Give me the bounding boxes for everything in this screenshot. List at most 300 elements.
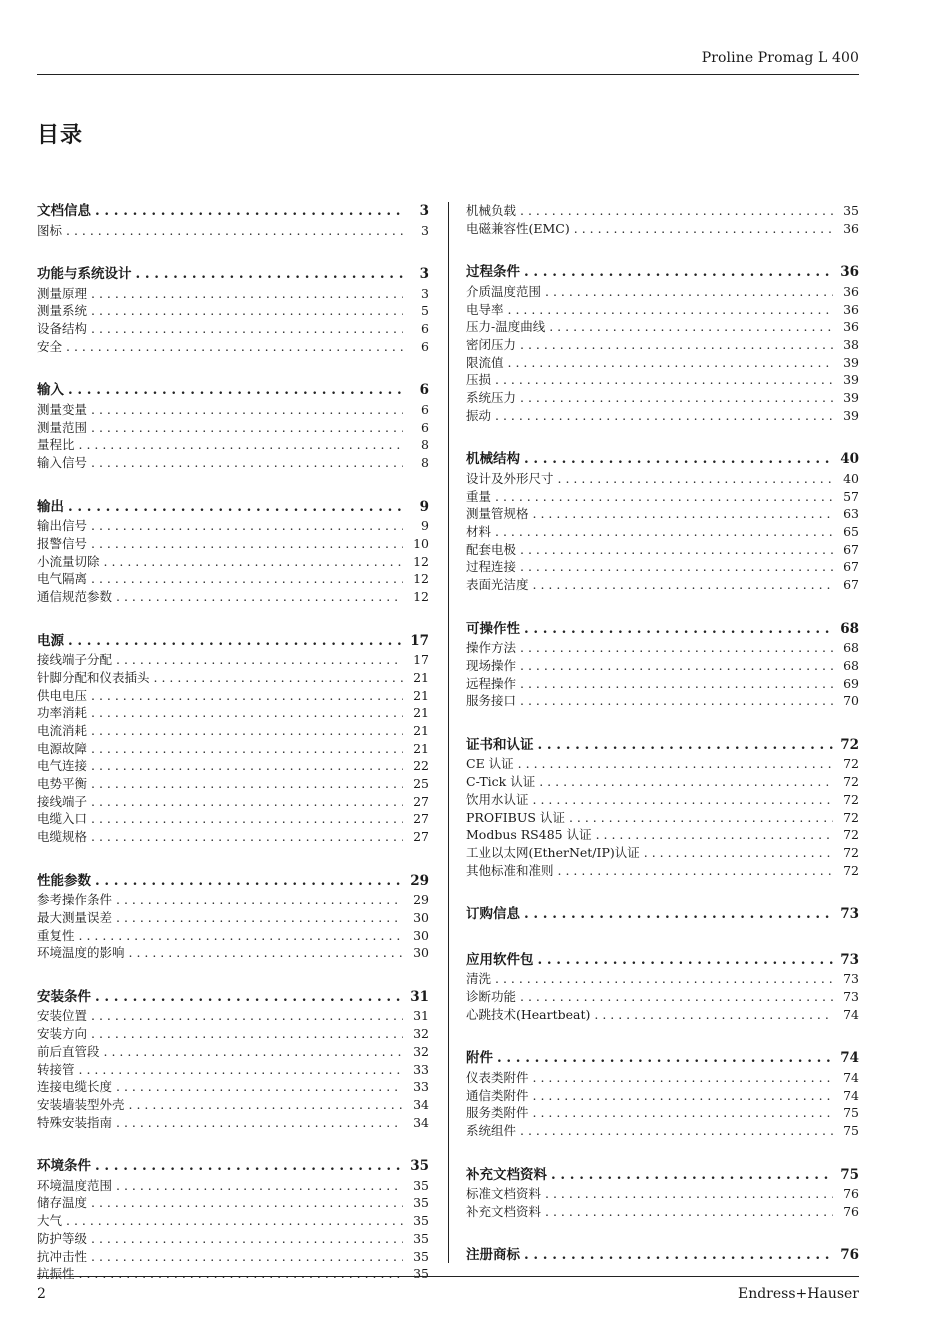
toc-page-number: 40 [843,470,859,486]
dot-leader [520,692,833,710]
toc-entry[interactable] [466,639,859,657]
toc-entry[interactable] [466,657,859,675]
toc-entry[interactable] [37,1177,429,1195]
dot-leader [91,320,403,338]
toc-entry[interactable] [466,318,859,336]
toc-entry-title: 安装方向 [37,1026,88,1042]
toc-entry[interactable] [37,944,429,962]
toc-section [37,872,429,962]
dot-leader [569,809,833,827]
toc-entry-title: 过程条件 [466,264,520,281]
toc-entry[interactable] [466,470,859,488]
toc-entry-title: 量程比 [37,437,75,453]
toc-section-heading[interactable] [37,498,429,518]
dot-leader [533,1069,833,1087]
toc-entry-title: 安全 [37,338,63,354]
toc-page-number: 22 [413,758,429,774]
toc-entry-title: 输出 [37,498,64,515]
toc-entry[interactable] [37,1212,429,1230]
toc-entry[interactable] [37,517,429,535]
toc-entry[interactable] [37,588,429,606]
toc-page-number: 68 [843,640,859,656]
toc-entry[interactable] [37,891,429,909]
toc-page-number: 74 [843,1006,859,1022]
toc-entry[interactable] [37,1043,429,1061]
toc-entry[interactable] [466,988,859,1006]
toc-entry-title: 诊断功能 [466,988,517,1004]
toc-page-number: 35 [413,1177,429,1193]
dot-leader [95,202,403,222]
toc-entry-title: 图标 [37,222,63,238]
toc-entry-title: 机械负载 [466,203,517,218]
toc-section [466,263,859,424]
toc-entry[interactable] [466,336,859,354]
dot-leader [545,1185,833,1203]
toc-entry[interactable] [37,570,429,588]
toc-page-number: 36 [840,264,859,281]
toc-entry[interactable] [466,505,859,523]
dot-leader [574,220,833,238]
toc-entry[interactable] [466,220,859,238]
toc-entry[interactable] [466,692,859,710]
dot-leader [508,301,833,319]
toc-entry-title: 测量范围 [37,419,88,435]
toc-section [466,736,859,879]
toc-page-number: 39 [843,354,859,370]
toc-entry[interactable] [37,1248,429,1266]
toc-page-number: 33 [413,1079,429,1095]
toc-entry[interactable] [37,927,429,945]
dot-leader [538,736,834,756]
toc-entry[interactable] [37,553,429,571]
toc-entry[interactable] [466,970,859,988]
toc-page-number: 29 [410,872,429,889]
toc-entry[interactable] [37,775,429,793]
toc-entry[interactable] [466,576,859,594]
toc-section-heading[interactable] [37,1157,429,1177]
toc-entry[interactable] [37,1265,429,1283]
toc-entry-title: 远程操作 [466,675,517,691]
dot-leader [533,1087,833,1105]
toc-page-number: 35 [413,1213,429,1229]
toc-page-number: 12 [413,571,429,587]
toc-entry-title: 环境条件 [37,1158,91,1175]
toc-page-number: 8 [421,455,429,470]
dot-leader [495,970,833,988]
toc-entry[interactable] [466,202,859,220]
toc-entry[interactable] [37,302,429,320]
toc-entry-title: 防护等级 [37,1230,88,1246]
toc-entry-title: 电源故障 [37,740,88,756]
toc-entry-title: 环境温度的影响 [37,945,125,961]
toc-entry[interactable] [37,1114,429,1132]
dot-leader [91,775,403,793]
toc-section-heading[interactable] [466,263,859,283]
toc-entry-title: 抗冲击性 [37,1248,88,1264]
toc-entry-title: 抗振性 [37,1266,75,1282]
dot-leader [520,675,833,693]
toc-page-number: 6 [421,321,429,337]
toc-page-number: 65 [843,523,859,539]
dot-leader [551,1166,833,1186]
toc-entry[interactable] [466,1006,859,1024]
toc-page-number: 9 [419,498,429,515]
toc-entry[interactable] [37,1025,429,1043]
dot-leader [520,541,833,559]
toc-entry[interactable] [37,669,429,687]
toc-entry-title: 补充文档资料 [466,1203,542,1219]
toc-section-heading[interactable] [466,620,859,640]
toc-page-number: 35 [413,1195,429,1211]
toc-section [37,498,429,606]
toc-section-heading[interactable] [37,202,429,222]
toc-page-number: 12 [413,553,429,569]
toc-page-number: 31 [413,1008,429,1024]
toc-entry-title: 材料 [466,523,492,539]
toc-entry[interactable] [466,371,859,389]
toc-page-number: 63 [843,506,859,522]
toc-page-number: 75 [840,1166,859,1183]
dot-leader [91,401,403,419]
toc-entry-title: 电气隔离 [37,571,88,587]
dot-leader [91,419,403,437]
toc-entry[interactable] [466,558,859,576]
toc-page-number: 32 [413,1026,429,1042]
toc-entry-title: C-Tick 认证 [466,774,536,790]
toc-page-number: 30 [413,927,429,943]
toc-entry[interactable] [37,1096,429,1114]
toc-entry-title: 清洗 [466,971,492,987]
toc-entry[interactable] [37,793,429,811]
dot-leader [524,1246,833,1266]
toc-entry[interactable] [466,283,859,301]
toc-entry-title: 供电电压 [37,687,88,703]
toc-page-number: 39 [843,372,859,388]
toc-entry[interactable] [37,810,429,828]
toc-entry-title: 性能参数 [37,872,91,889]
dot-leader [95,1157,403,1177]
dot-leader [524,905,833,925]
toc-entry-title: 接线端子 [37,793,88,809]
toc-page-number: 17 [410,632,429,649]
toc-page-number: 74 [840,1050,859,1067]
toc-section-heading[interactable] [466,951,859,971]
toc-page-number: 72 [840,736,859,753]
toc-column-left [37,202,429,1283]
toc-entry[interactable] [37,1061,429,1079]
header-title: Proline Promag L 400 [701,50,859,66]
toc-section [466,620,859,710]
toc-entry[interactable] [466,541,859,559]
toc-entry-title: 储存温度 [37,1195,88,1211]
toc-section-heading[interactable] [466,450,859,470]
toc-entry-title: 附件 [466,1050,493,1067]
toc-page-number: 12 [413,588,429,604]
toc-entry[interactable] [466,1069,859,1087]
toc-entry[interactable] [37,320,429,338]
toc-page-number: 76 [843,1203,859,1219]
toc-page-number: 3 [419,203,429,219]
toc-page-number: 73 [840,951,859,968]
toc-entry-title: 仪表类附件 [466,1069,529,1085]
toc-section-heading[interactable] [466,736,859,756]
dot-leader [524,263,833,283]
dot-leader [129,1096,403,1114]
toc-section [37,381,429,471]
toc-page-number: 72 [843,809,859,825]
toc-page-number: 35 [410,1158,429,1175]
toc-page-number: 39 [843,407,859,423]
toc-entry[interactable] [37,687,429,705]
dot-leader [520,657,833,675]
toc-page-number: 67 [843,541,859,557]
dot-leader [91,1007,403,1025]
toc-entry-title: 转接管 [37,1061,75,1077]
toc-section-heading[interactable] [466,905,859,925]
toc-entry-title: 电源 [37,632,64,649]
toc-section [466,1246,859,1266]
toc-entry[interactable] [466,809,859,827]
toc-entry[interactable] [466,488,859,506]
toc-entry-title: CE 认证 [466,756,514,772]
toc-entry-title: 电导率 [466,301,504,317]
dot-leader [520,389,833,407]
toc-entry[interactable] [466,301,859,319]
toc-entry-title: 电缆入口 [37,811,88,827]
toc-entry[interactable] [37,828,429,846]
dot-leader [91,570,403,588]
toc-page-number: 76 [843,1186,859,1202]
dot-leader [524,450,833,470]
toc-page-number: 72 [843,774,859,790]
toc-entry-title: 密闭压力 [466,336,517,352]
toc-entry[interactable] [37,436,429,454]
toc-entry[interactable] [466,1203,859,1221]
toc-page-number: 30 [413,909,429,925]
toc-page-number: 21 [413,687,429,703]
dot-leader [66,222,403,240]
toc-page-number: 40 [840,451,859,468]
dot-leader [116,651,403,669]
toc-entry[interactable] [37,1078,429,1096]
toc-entry-title: 限流值 [466,354,504,370]
toc-entry-title: 连接电缆长度 [37,1079,113,1095]
toc-entry-title: 文档信息 [37,203,91,219]
dot-leader [644,844,833,862]
toc-page-number: 34 [413,1096,429,1112]
toc-page-number: 67 [843,577,859,592]
dot-leader [116,588,403,606]
toc-entry[interactable] [37,338,429,356]
toc-entry[interactable] [466,523,859,541]
toc-entry-title: 配套电极 [466,541,517,557]
toc-section [466,202,859,237]
dot-leader [95,988,403,1008]
dot-leader [91,687,403,705]
dot-leader [79,1061,403,1079]
toc-entry-title: 电势平衡 [37,775,88,791]
toc-entry-title: 操作方法 [466,640,517,656]
toc-entry[interactable] [466,1087,859,1105]
toc-page-number: 6 [419,382,429,399]
toc-entry-title: 安装位置 [37,1008,88,1024]
toc-entry-title: 安装条件 [37,988,91,1005]
toc-section-heading[interactable] [37,988,429,1008]
dot-leader [545,283,833,301]
footer-brand: Endress+Hauser [737,1286,859,1302]
toc-section-heading[interactable] [466,1246,859,1266]
toc-entry[interactable] [466,675,859,693]
toc-page-number: 72 [843,862,859,878]
toc-section [466,951,859,1024]
toc-section [466,905,859,925]
toc-page-number: 27 [413,811,429,827]
toc-entry[interactable] [37,222,429,240]
toc-section-heading[interactable] [37,265,429,285]
toc-entry[interactable] [37,285,429,303]
toc-entry[interactable] [37,1007,429,1025]
toc-entry[interactable] [466,1185,859,1203]
toc-section-heading[interactable] [466,1166,859,1186]
toc-entry[interactable] [37,1194,429,1212]
toc-entry[interactable] [37,757,429,775]
toc-entry-title: 机械结构 [466,451,520,468]
toc-entry[interactable] [37,401,429,419]
toc-page-number: 6 [421,401,429,417]
toc-section-heading[interactable] [466,1049,859,1069]
header-rule [37,74,859,75]
dot-leader [91,793,403,811]
toc-entry[interactable] [37,740,429,758]
dot-leader [538,951,834,971]
toc-entry[interactable] [37,651,429,669]
toc-entry-title: 前后直管段 [37,1043,100,1059]
dot-leader [91,740,403,758]
dot-leader [495,371,833,389]
toc-entry[interactable] [466,791,859,809]
toc-entry[interactable] [37,704,429,722]
toc-entry-title: 测量变量 [37,401,88,417]
dot-leader [91,1194,403,1212]
dot-leader [533,576,833,594]
toc-entry-title: 针脚分配和仪表插头 [37,669,150,685]
dot-leader [154,669,403,687]
toc-section-heading[interactable] [37,872,429,892]
dot-leader [558,862,833,880]
dot-leader [91,757,403,775]
toc-page-number: 21 [413,740,429,756]
toc-page-number: 75 [843,1105,859,1121]
toc-entry-title: 通信类附件 [466,1087,529,1103]
toc-page-number: 72 [843,791,859,807]
toc-entry-title: 输出信号 [37,518,88,534]
toc-entry[interactable] [37,454,429,472]
toc-entry-title: 功能与系统设计 [37,266,132,283]
toc-page-number: 72 [843,827,859,843]
page-title: 目录 [37,122,84,148]
toc-entry-title: 测量管规格 [466,506,529,522]
dot-leader [91,285,403,303]
toc-page-number: 35 [413,1248,429,1264]
toc-entry-title: 证书和认证 [466,736,534,753]
toc-page-number: 69 [843,675,859,691]
dot-leader [91,302,403,320]
toc-entry[interactable] [466,407,859,425]
toc-entry[interactable] [37,909,429,927]
toc-page-number: 8 [421,437,429,453]
toc-page-number: 30 [413,945,429,961]
dot-leader [520,1122,833,1140]
dot-leader [68,381,403,401]
toc-entry-title: 系统压力 [466,390,517,405]
toc-entry[interactable] [37,419,429,437]
dot-leader [518,755,833,773]
dot-leader [520,988,833,1006]
toc-entry[interactable] [37,1230,429,1248]
toc-page-number: 57 [843,488,859,504]
toc-entry-title: 压损 [466,372,492,388]
dot-leader [508,354,833,372]
dot-leader [68,498,403,518]
toc-entry[interactable] [466,354,859,372]
toc-page-number: 25 [413,775,429,791]
toc-entry[interactable] [466,1122,859,1140]
toc-page-number: 76 [840,1247,859,1264]
toc-page-number: 3 [421,222,429,238]
toc-entry[interactable] [466,1104,859,1122]
dot-leader [66,1212,403,1230]
toc-entry-title: 电缆规格 [37,829,88,844]
dot-leader [495,523,833,541]
toc-section-heading[interactable] [37,381,429,401]
dot-leader [558,470,833,488]
toc-entry[interactable] [466,773,859,791]
toc-section [37,265,429,355]
toc-entry-title: 服务接口 [466,693,517,709]
toc-page-number: 74 [843,1069,859,1085]
toc-entry-title: 测量原理 [37,285,88,301]
toc-section [37,1157,429,1283]
dot-leader [520,558,833,576]
toc-page-number: 70 [843,693,859,709]
toc-entry-title: 接线端子分配 [37,652,113,668]
toc-page-number: 73 [843,988,859,1004]
toc-entry-title: Modbus RS485 认证 [466,827,592,843]
toc-entry[interactable] [37,535,429,553]
toc-section-heading[interactable] [37,632,429,652]
toc-page-number: 21 [413,722,429,738]
toc-entry-title: 大气 [37,1213,63,1229]
toc-entry[interactable] [466,389,859,407]
toc-entry[interactable] [466,862,859,880]
toc-entry[interactable] [466,755,859,773]
dot-leader [116,891,403,909]
toc-page-number: 27 [413,829,429,844]
toc-entry-title: 电流消耗 [37,722,88,738]
toc-entry[interactable] [466,844,859,862]
toc-entry-title: 重量 [466,488,492,504]
toc-page-number: 35 [413,1230,429,1246]
dot-leader [91,454,403,472]
toc-entry-title: 参考操作条件 [37,892,113,908]
toc-entry-title: 注册商标 [466,1247,520,1264]
dot-leader [116,1078,403,1096]
toc-entry-title: 输入信号 [37,455,88,470]
dot-leader [91,517,403,535]
toc-entry[interactable] [37,722,429,740]
dot-leader [549,318,833,336]
toc-entry[interactable] [466,826,859,844]
